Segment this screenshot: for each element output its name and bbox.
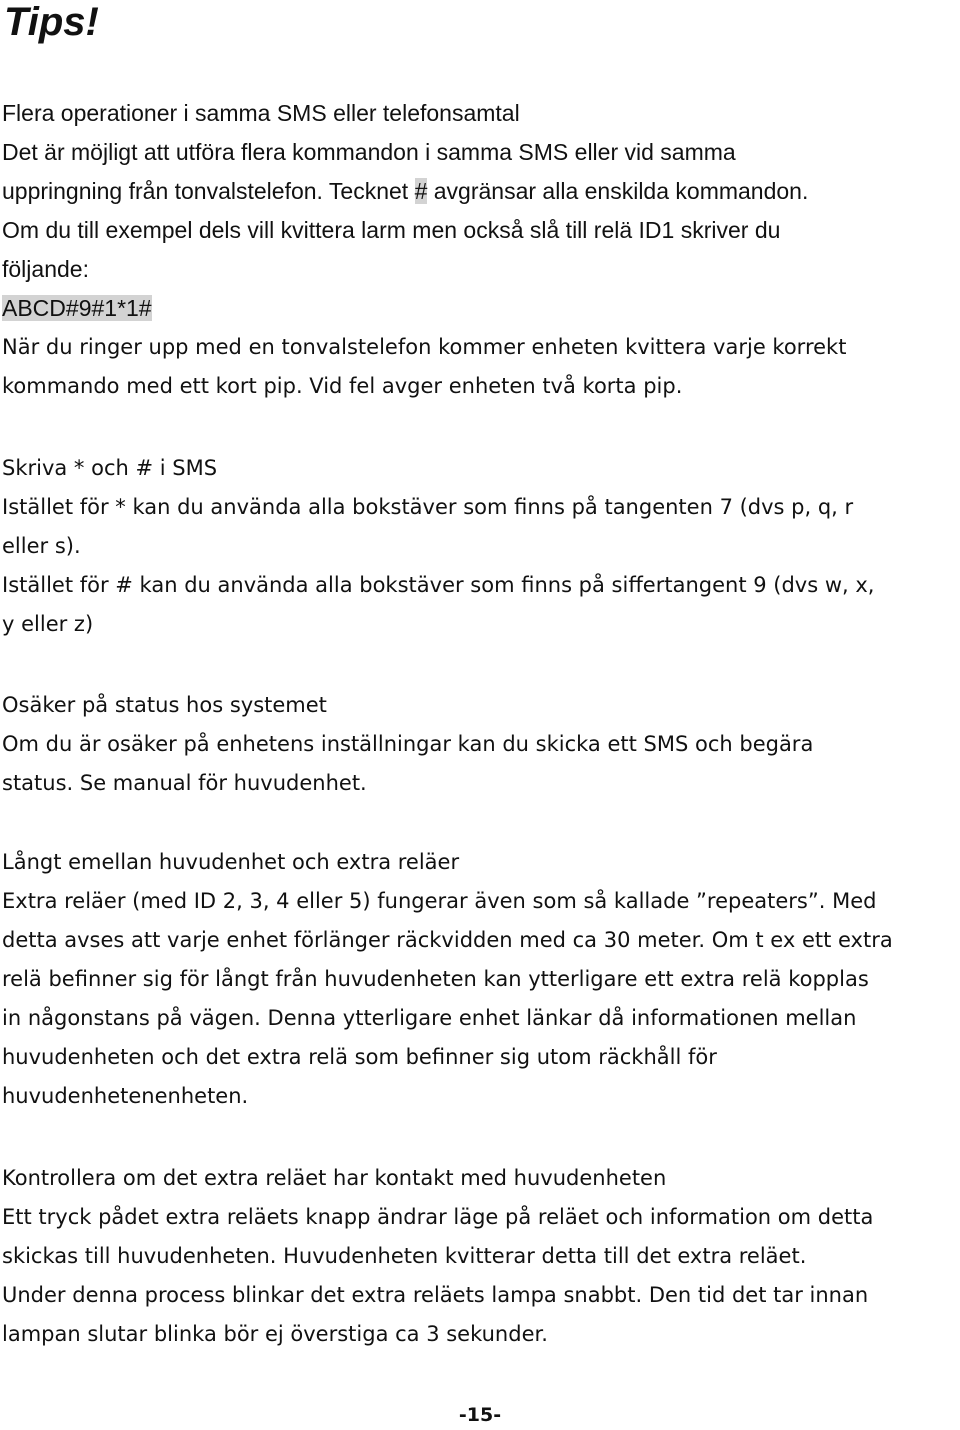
example-command xyxy=(2,289,952,328)
paragraph-line: status. Se manual för huvudenhet. xyxy=(2,771,367,795)
text-segment: avgränsar alla enskilda kommandon. xyxy=(427,178,809,204)
paragraph-line: relä befinner sig för långt från huvudenheten kan ytterligare ett extra relä kopplas xyxy=(2,967,869,991)
paragraph-line: Det är möjligt att utföra flera kommandon i samma SMS eller vid samma xyxy=(2,139,736,165)
paragraph-line: kommando med ett kort pip. Vid fel avger enheten två korta pip. xyxy=(2,374,683,398)
section-system-status xyxy=(2,686,952,803)
section-heading: Skriva * och # i SMS xyxy=(2,456,218,480)
section-heading: Osäker på status hos systemet xyxy=(2,693,327,717)
section-long-distance xyxy=(2,843,952,1116)
page-number: -15- xyxy=(458,1404,502,1426)
text-segment: uppringning från tonvalstelefon. Tecknet xyxy=(2,178,415,204)
paragraph-line: Extra reläer (med ID 2, 3, 4 eller 5) fungerar även som så kallade ”repeaters”. Med xyxy=(2,889,877,913)
page-title: Tips! xyxy=(4,0,99,44)
paragraph-line: Om du till exempel dels vill kvittera larm men också slå till relä ID1 skriver du xyxy=(2,217,781,243)
paragraph-line: följande: xyxy=(2,256,89,282)
paragraph-line: Under denna process blinkar det extra reläets lampa snabbt. Den tid det tar innan xyxy=(2,1283,869,1307)
paragraph-line: När du ringer upp med en tonvalstelefon kommer enheten kvittera varje korrekt xyxy=(2,335,847,359)
section-heading: Kontrollera om det extra reläet har kontakt med huvudenheten xyxy=(2,1166,667,1190)
paragraph-line: detta avses att varje enhet förlänger räckvidden med ca 30 meter. Om t ex ett extra xyxy=(2,928,893,952)
paragraph-line: y eller z) xyxy=(2,612,94,636)
section-heading: Långt emellan huvudenhet och extra reläer xyxy=(2,850,460,874)
separator-symbol: # xyxy=(414,178,428,204)
paragraph-line: Istället för # kan du använda alla bokstäver som finns på siffertangent 9 (dvs w, x, xyxy=(2,573,875,597)
section-relay-contact-check xyxy=(2,1159,952,1354)
paragraph-line: eller s). xyxy=(2,534,81,558)
paragraph-line: Om du är osäker på enhetens inställningar kan du skicka ett SMS och begära xyxy=(2,732,814,756)
section-sms-symbols xyxy=(2,449,952,644)
paragraph-line: lampan slutar blinka bör ej överstiga ca 3 sekunder. xyxy=(2,1322,548,1346)
paragraph-line: Ett tryck pådet extra reläets knapp ändrar läge på reläet och information om detta xyxy=(2,1205,874,1229)
paragraph-line: huvudenheten och det extra relä som befinner sig utom räckhåll för xyxy=(2,1045,717,1069)
example-command-text: ABCD#9#1*1# xyxy=(2,295,152,321)
paragraph-line: huvudenhetenenheten. xyxy=(2,1084,249,1108)
section-multiple-operations xyxy=(2,94,952,406)
section-heading: Flera operationer i samma SMS eller telefonsamtal xyxy=(2,100,520,126)
paragraph-line: in någonstans på vägen. Denna ytterligare enhet länkar då informationen mellan xyxy=(2,1006,857,1030)
paragraph-line: Istället för * kan du använda alla bokstäver som finns på tangenten 7 (dvs p, q, r xyxy=(2,495,854,519)
paragraph-line: skickas till huvudenheten. Huvudenheten kvitterar detta till det extra reläet. xyxy=(2,1244,807,1268)
paragraph-line xyxy=(2,172,952,211)
